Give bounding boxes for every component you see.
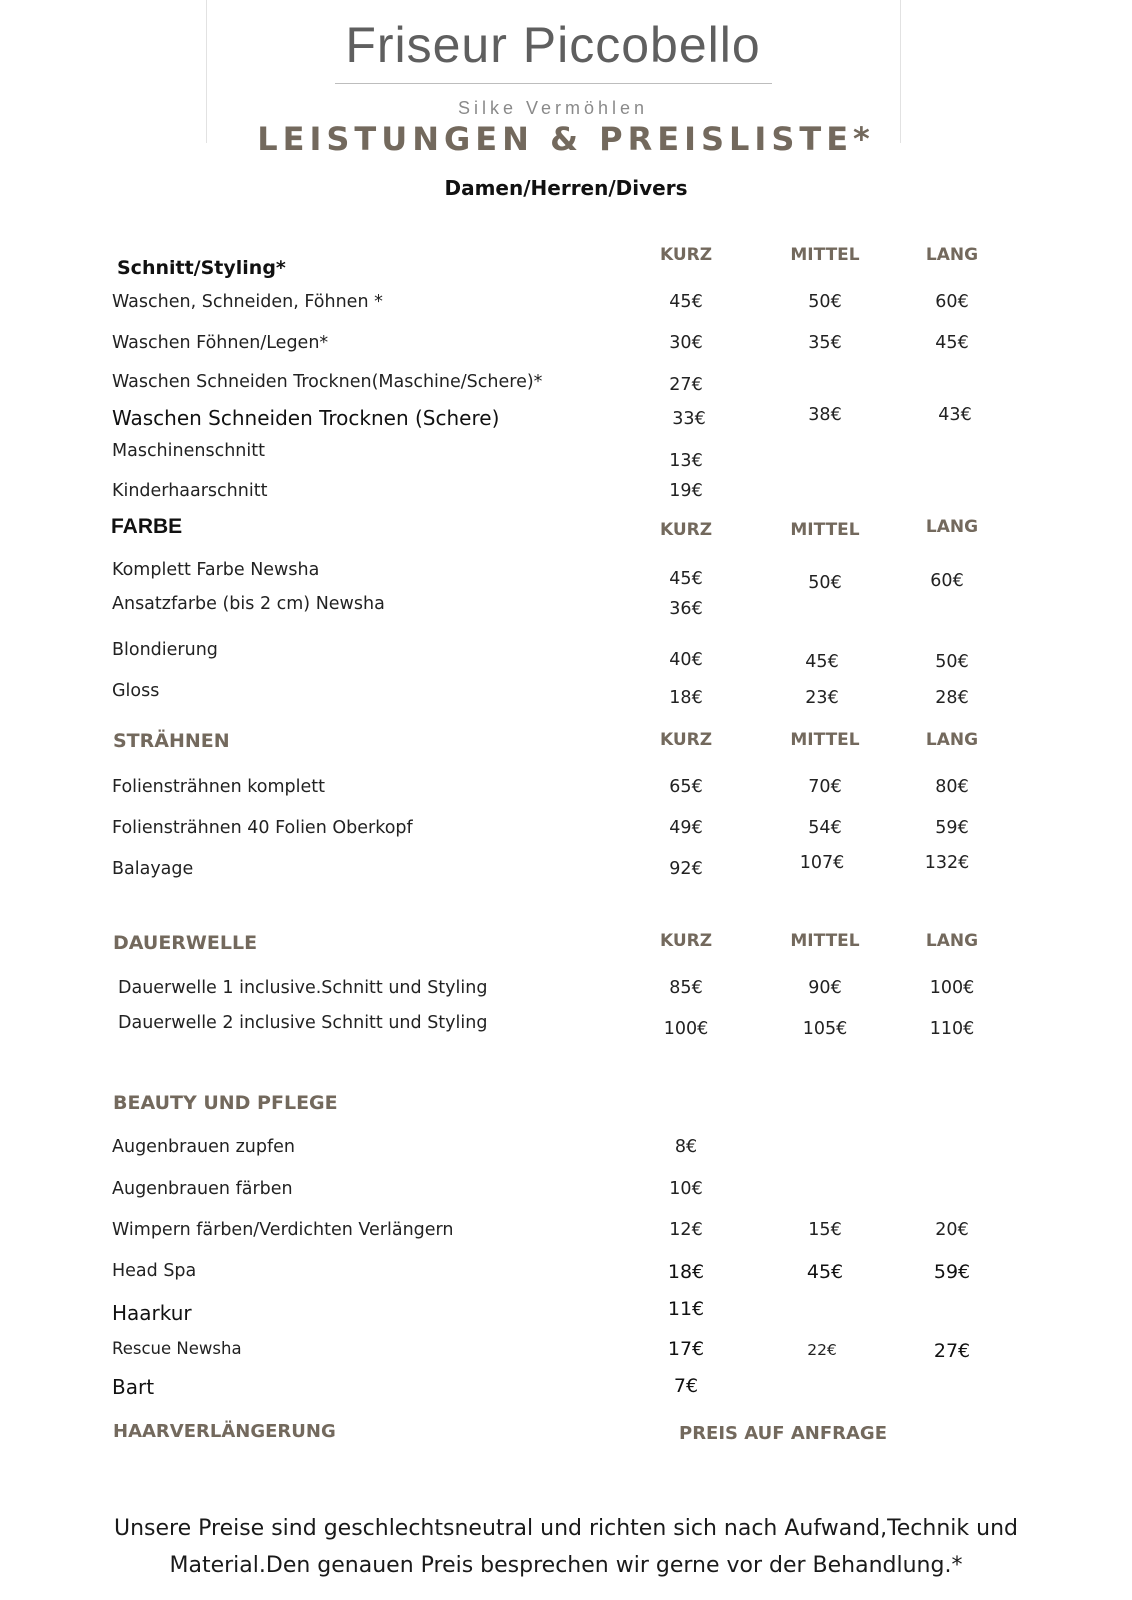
price-kurz: 18€: [667, 1261, 705, 1283]
price-kurz: 45€: [669, 569, 703, 589]
service-name: Foliensträhnen 40 Folien Oberkopf: [112, 818, 413, 838]
service-name: Kinderhaarschnitt: [112, 481, 268, 501]
price-lang: 132€: [924, 853, 970, 873]
price-kurz: 17€: [667, 1338, 705, 1360]
brand-logo: Friseur Piccobello: [345, 17, 761, 73]
column-header-lang: LANG: [925, 931, 979, 951]
price-lang: 110€: [929, 1019, 975, 1039]
service-name: Foliensträhnen komplett: [112, 777, 325, 797]
column-header-mittel: MITTEL: [790, 520, 860, 540]
price-mittel: 70€: [808, 777, 842, 797]
price-mittel: 90€: [808, 978, 842, 998]
price-lang: 100€: [929, 978, 975, 998]
price-kurz: 7€: [673, 1375, 699, 1397]
price-mittel: 15€: [808, 1220, 842, 1240]
section-title: STRÄHNEN: [113, 730, 230, 752]
service-name: Komplett Farbe Newsha: [112, 560, 320, 580]
column-header-kurz: KURZ: [659, 730, 713, 750]
price-kurz: 8€: [674, 1137, 698, 1157]
service-name: Waschen Schneiden Trocknen(Maschine/Schere)*: [112, 372, 543, 392]
footer-note: Unsere Preise sind geschlechtsneutral und richten sich nach Aufwand,Technik und Material.Den genauen Preis besprechen wir gerne vor der Behandlung.*: [114, 1516, 1018, 1578]
price-kurz: 10€: [669, 1179, 703, 1199]
price-mittel: 50€: [808, 573, 842, 593]
price-kurz: 45€: [669, 292, 703, 312]
price-mittel: 105€: [802, 1019, 848, 1039]
service-name: Maschinenschnitt: [112, 441, 265, 461]
price-mittel: 35€: [808, 333, 842, 353]
price-lang: 43€: [938, 405, 972, 425]
service-name: Waschen, Schneiden, Föhnen *: [112, 292, 383, 312]
column-header-lang: LANG: [925, 517, 979, 537]
price-mittel: 54€: [808, 818, 842, 838]
price-lang: 80€: [935, 777, 969, 797]
section-title: FARBE: [111, 515, 183, 538]
price-lang: 50€: [935, 652, 969, 672]
service-name: Waschen Föhnen/Legen*: [112, 333, 329, 353]
price-kurz: 49€: [669, 818, 703, 838]
price-mittel: 45€: [805, 652, 839, 672]
logo-divider: [335, 83, 772, 84]
price-kurz: 85€: [669, 978, 703, 998]
service-name: Balayage: [112, 859, 194, 879]
price-kurz: 65€: [669, 777, 703, 797]
service-name: Dauerwelle 1 inclusive.Schnitt und Styling: [118, 978, 488, 998]
service-name: Augenbrauen zupfen: [112, 1137, 295, 1157]
price-kurz: 11€: [667, 1298, 705, 1320]
service-name: Blondierung: [112, 640, 218, 660]
price-kurz: 19€: [669, 481, 703, 501]
price-kurz: 18€: [669, 688, 703, 708]
price-kurz: 30€: [669, 333, 703, 353]
service-name: Dauerwelle 2 inclusive Schnitt und Styling: [118, 1013, 488, 1033]
price-mittel: 107€: [799, 853, 845, 873]
price-lang: 27€: [933, 1340, 971, 1362]
price-lang: 45€: [935, 333, 969, 353]
price-lang: 59€: [935, 818, 969, 838]
price-kurz: 40€: [669, 650, 703, 670]
column-header-mittel: MITTEL: [790, 245, 860, 265]
price-mittel: 50€: [808, 292, 842, 312]
column-header-mittel: MITTEL: [790, 730, 860, 750]
column-header-lang: LANG: [925, 245, 979, 265]
column-header-kurz: KURZ: [659, 245, 713, 265]
service-name: Gloss: [112, 681, 160, 701]
price-lang: 60€: [930, 571, 964, 591]
service-name: Bart: [112, 1375, 155, 1399]
price-lang: 20€: [935, 1220, 969, 1240]
price-mittel: 38€: [808, 405, 842, 425]
column-header-mittel: MITTEL: [790, 931, 860, 951]
price-mittel: 45€: [806, 1261, 844, 1283]
service-name: Head Spa: [112, 1261, 197, 1281]
page-subtitle: Damen/Herren/Divers: [444, 176, 688, 200]
price-lang: 59€: [933, 1261, 971, 1283]
service-name: Wimpern färben/Verdichten Verlängern: [112, 1220, 454, 1240]
service-name: Ansatzfarbe (bis 2 cm) Newsha: [112, 594, 385, 614]
owner-name: Silke Vermöhlen: [457, 98, 649, 118]
price-kurz: 92€: [669, 859, 703, 879]
service-name: Haarkur: [112, 1301, 192, 1325]
column-header-kurz: KURZ: [659, 520, 713, 540]
column-header-kurz: KURZ: [659, 931, 713, 951]
price-mittel: 22€: [807, 1341, 837, 1359]
price-kurz: 33€: [672, 409, 706, 429]
price-on-request: PREIS AUF ANFRAGE: [679, 1423, 887, 1444]
section-title: Schnitt/Styling*: [117, 257, 286, 279]
column-header-lang: LANG: [925, 730, 979, 750]
service-name: Waschen Schneiden Trocknen (Schere): [112, 406, 500, 430]
price-lang: 28€: [935, 688, 969, 708]
price-lang: 60€: [935, 292, 969, 312]
price-kurz: 12€: [669, 1220, 703, 1240]
price-kurz: 100€: [663, 1019, 709, 1039]
section-title: DAUERWELLE: [113, 932, 258, 954]
section-title: HAARVERLÄNGERUNG: [113, 1421, 336, 1442]
price-kurz: 36€: [669, 599, 703, 619]
price-mittel: 23€: [805, 688, 839, 708]
price-kurz: 13€: [669, 451, 703, 471]
section-title: BEAUTY UND PFLEGE: [113, 1092, 338, 1114]
service-name: Rescue Newsha: [112, 1339, 242, 1358]
page-title: LEISTUNGEN & PREISLISTE*: [257, 120, 875, 158]
price-kurz: 27€: [669, 375, 703, 395]
service-name: Augenbrauen färben: [112, 1179, 293, 1199]
